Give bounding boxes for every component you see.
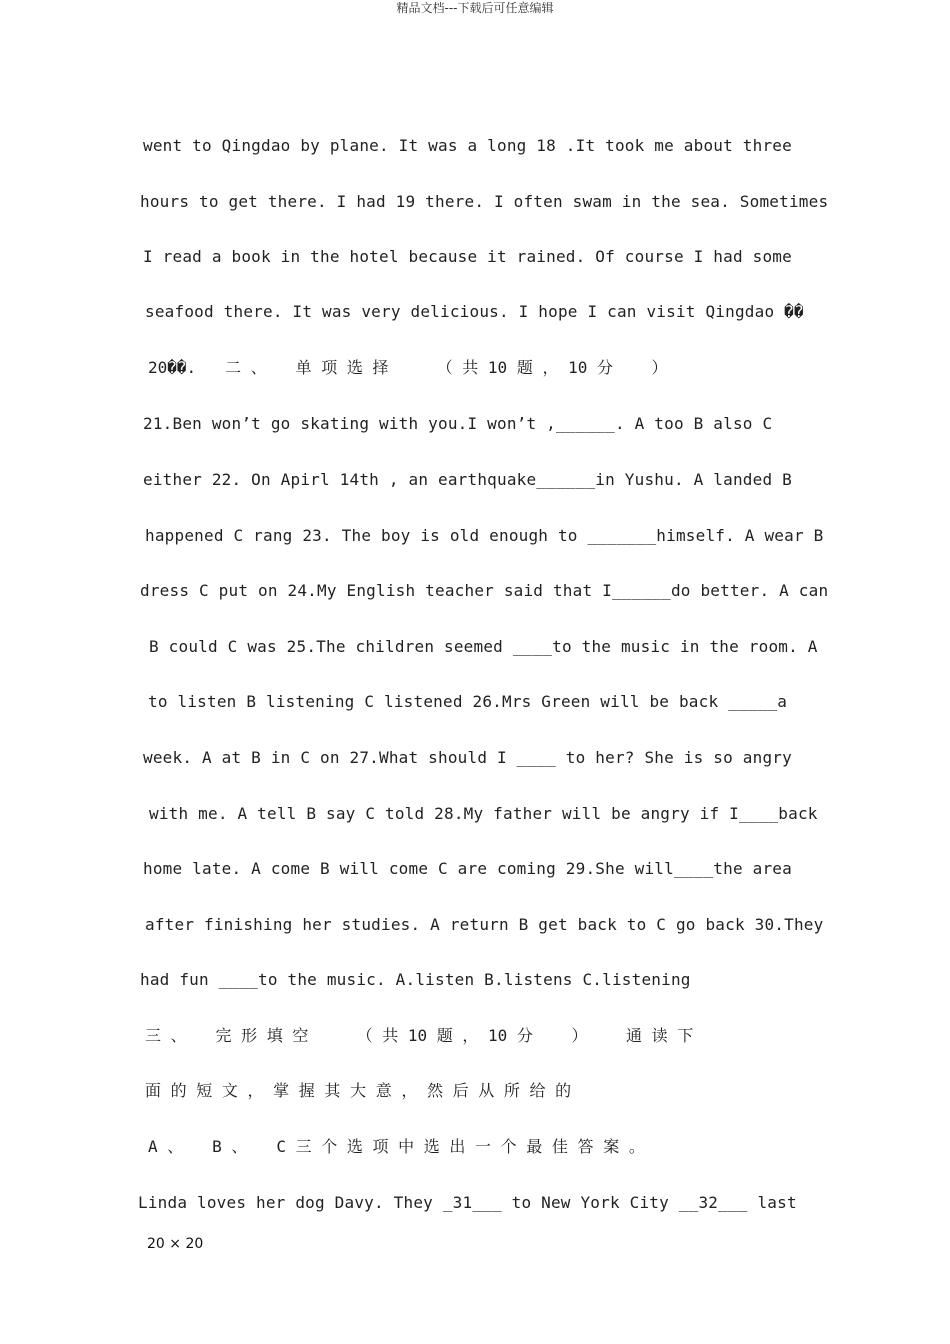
question-line-24: dress C put on 24.My English teacher said that I______do better. A can [140, 581, 829, 600]
question-line-23: happened C rang 23. The boy is old enough to _______himself. A wear B [145, 526, 824, 545]
section-3-instruction-line-1: 面 的 短 文 ， 掌 握 其 大 意 ， 然 后 从 所 给 的 [145, 1081, 572, 1100]
section-2-heading-line: 20��. 二 、 单 项 选 择 （ 共 10 题 ， 10 分 ） [148, 358, 668, 377]
question-line-26: to listen B listening C listened 26.Mrs Green will be back _____a [148, 692, 788, 711]
body-line-3: I read a book in the hotel because it rained. Of course I had some [143, 247, 792, 266]
question-line-22: either 22. On Apirl 14th , an earthquake______in Yushu. A landed B [143, 470, 792, 489]
section-3-heading-line: 三 、 完 形 填 空 （ 共 10 题 ， 10 分 ） 通 读 下 [145, 1026, 694, 1045]
question-line-21: 21.Ben won’t go skating with you.I won’t ,______. A too B also C [143, 414, 773, 433]
passage-line-1: Linda loves her dog Davy. They _31___ to New York City __32___ last [138, 1193, 797, 1212]
question-line-30-options: had fun ____to the music. A.listen B.listens C.listening [140, 970, 691, 989]
body-line-4: seafood there. It was very delicious. I hope I can visit Qingdao �� [145, 302, 804, 321]
question-line-27: week. A at B in C on 27.What should I ____ to her? She is so angry [143, 748, 792, 767]
page-size-label: 20 × 20 [147, 1236, 204, 1252]
question-line-25: B could C was 25.The children seemed ____to the music in the room. A [149, 637, 818, 656]
document-header: 精品文档---下载后可任意编辑 [396, 1, 554, 15]
body-line-1: went to Qingdao by plane. It was a long 18 .It took me about three [143, 136, 792, 155]
section-3-instruction-line-2: A 、 B 、 C 三 个 选 项 中 选 出 一 个 最 佳 答 案 。 [148, 1137, 645, 1156]
question-line-29: home late. A come B will come C are coming 29.She will____the area [143, 859, 792, 878]
question-line-30: after finishing her studies. A return B get back to C go back 30.They [145, 915, 824, 934]
body-line-2: hours to get there. I had 19 there. I often swam in the sea. Sometimes [140, 192, 829, 211]
question-line-28: with me. A tell B say C told 28.My father will be angry if I____back [149, 804, 818, 823]
